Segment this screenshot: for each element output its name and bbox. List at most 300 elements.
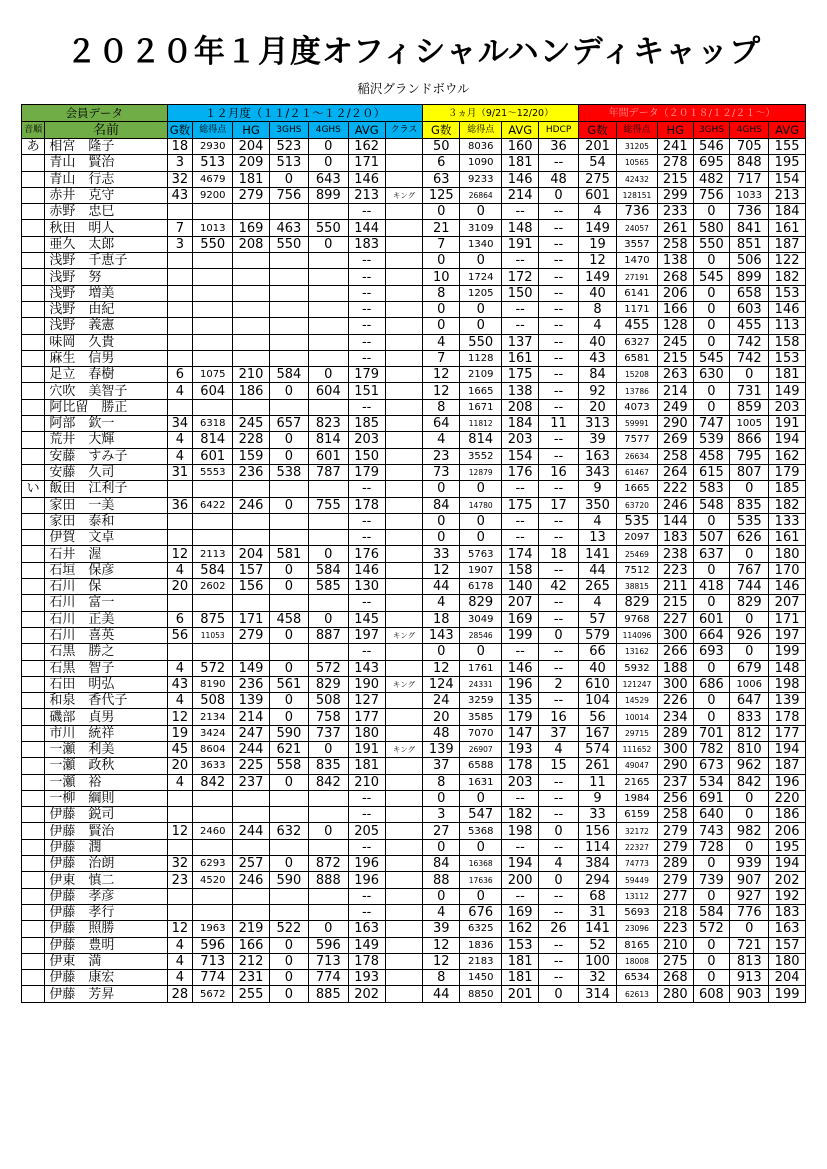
col-3ghs-cell: 0 [269,660,308,676]
col-yr-total-cell: 8165 [616,937,657,953]
col-3m-total-cell: 7070 [460,725,502,741]
col-4ghs-cell: 550 [308,220,348,236]
col-3m-avg-cell: 140 [502,579,539,595]
col-class-cell [385,334,423,350]
col-avg-cell: 149 [348,937,385,953]
col-games-cell: 4 [167,693,193,709]
col-3ghs-cell: 0 [269,774,308,790]
col-yr-hg-cell: 166 [658,301,694,317]
col-3m-games-cell: 0 [423,253,460,269]
col-avg-cell: -- [348,334,385,350]
col-yr-hg-cell: 183 [658,530,694,546]
col-yr-total-cell: 6159 [616,807,657,823]
col-yr-hg-cell: 279 [658,872,694,888]
col-avg-cell: -- [348,513,385,529]
col-avg-cell: 146 [348,562,385,578]
col-yr-hg-cell: 268 [658,970,694,986]
col-3ghs-cell: 550 [269,236,308,252]
col-yr-games-cell: 313 [579,416,617,432]
col-name-cell: 石川 正美 [45,611,167,627]
col-games-cell [167,301,193,317]
col-yr-games-cell: 44 [579,562,617,578]
col-3m-total-cell: 5368 [460,823,502,839]
col-yr-3ghs-cell: 0 [693,285,730,301]
col-index-cell [22,155,45,171]
col-3m-avg-cell: -- [502,790,539,806]
col-3m-avg-cell: -- [502,204,539,220]
table-row [22,839,806,855]
col-games-cell [167,790,193,806]
col-class-cell [385,562,423,578]
col-yr-4ghs-cell: 744 [730,579,769,595]
col-name-cell: 伊東 慎二 [45,872,167,888]
col-name-cell: 石黒 勝之 [45,644,167,660]
col-yr-avg-cell: 185 [769,481,806,497]
col-yr-3ghs-cell: 546 [693,139,730,155]
col-3m-avg-cell: -- [502,301,539,317]
col-avg-cell: 202 [348,986,385,1002]
col-class-cell [385,481,423,497]
col-yr-3ghs-cell: 782 [693,741,730,757]
col-total-cell: 8604 [193,741,233,757]
col-name-cell: 浅野 増美 [45,285,167,301]
annual-header: 年間データ（２０１８/１２/２１～） [579,105,806,122]
col-hdcp-cell: -- [539,481,579,497]
col-yr-4ghs-cell: 647 [730,693,769,709]
col-avg-cell: -- [348,595,385,611]
col-3m-games-cell: 37 [423,758,460,774]
col-yr-total-cell: 121247 [616,676,657,692]
col-yr-avg-cell: 133 [769,513,806,529]
col-index-cell [22,644,45,660]
col-yr-games-cell: 574 [579,741,617,757]
col-yr-games-cell: 13 [579,530,617,546]
col-3ghs-cell: 0 [269,856,308,872]
col-name-cell: 石田 明弘 [45,676,167,692]
col-yr-3ghs-cell: 695 [693,155,730,171]
col-games-cell: 31 [167,464,193,480]
col-class-cell [385,856,423,872]
col-yr-hg-cell: 289 [658,856,694,872]
col-yr-4ghs-cell: 0 [730,790,769,806]
col-yr-games-cell: 68 [579,888,617,904]
col-hdcp-cell: -- [539,937,579,953]
col-yr-avg-cell: 171 [769,611,806,627]
table-row [22,204,806,220]
col-yr-avg-cell: 153 [769,285,806,301]
col-total-cell [193,595,233,611]
col-3m-games-cell: 0 [423,644,460,660]
col-yr-4ghs-cell: 705 [730,139,769,155]
col-class-cell [385,660,423,676]
col-yr-hg-cell: 206 [658,285,694,301]
col-yr-games-cell: 31 [579,904,617,920]
col-hdcp-cell: -- [539,334,579,350]
col-3m-avg-cell: 201 [502,986,539,1002]
col-4ghs-cell [308,888,348,904]
col-3m-games-cell: 8 [423,774,460,790]
col-avg-cell: 151 [348,383,385,399]
col-4ghs-cell: 774 [308,970,348,986]
col-total-cell: 814 [193,432,233,448]
table-row [22,546,806,562]
col-3ghs-cell [269,904,308,920]
col-index-cell [22,546,45,562]
col-yr-hg-cell: 241 [658,139,694,155]
col-4ghs-cell [308,839,348,855]
col-yr-games-cell: 43 [579,350,617,366]
col-index-cell [22,464,45,480]
col-games-cell: 36 [167,497,193,513]
col-yr-hg-cell: 268 [658,269,694,285]
table-row [22,416,806,432]
col-index-cell [22,709,45,725]
col-total-cell: 601 [193,448,233,464]
col-yr-total-cell: 455 [616,318,657,334]
col-3ghs-cell: 463 [269,220,308,236]
col-yr-total-cell: 10565 [616,155,657,171]
col-yr-hg-cell: 227 [658,611,694,627]
col-3ghs-cell: 0 [269,383,308,399]
col-yr-hg-cell: 256 [658,790,694,806]
col-yr-hg-cell: 188 [658,660,694,676]
col-3ghs-cell [269,595,308,611]
col-index-cell [22,350,45,366]
table-row [22,301,806,317]
col-hdcp-cell: 4 [539,856,579,872]
col-3ghs-cell: 538 [269,464,308,480]
col-hg-cell: 204 [233,139,270,155]
col-4ghs-cell [308,285,348,301]
col-yr-games-cell: 261 [579,758,617,774]
col-3m-avg-cell: 199 [502,627,539,643]
col-avg-cell: -- [348,904,385,920]
col-3ghs-header: 3GHS [269,122,308,139]
col-3m-avg-cell: -- [502,481,539,497]
col-yr-4ghs-cell: 913 [730,970,769,986]
col-hg-cell [233,839,270,855]
col-hdcp-cell: -- [539,155,579,171]
col-yr-hg-cell: 299 [658,187,694,203]
col-3m-avg-cell: 193 [502,741,539,757]
col-3m-total-cell: 1340 [460,236,502,252]
col-hdcp-cell: -- [539,301,579,317]
col-hdcp-cell: -- [539,285,579,301]
col-name-cell: 石垣 保彦 [45,562,167,578]
col-index-cell [22,236,45,252]
col-name-cell: 亜久 太郎 [45,236,167,252]
table-row [22,627,806,643]
col-avg-cell: 176 [348,546,385,562]
table-row [22,139,806,155]
col-yr-4ghs-cell: 829 [730,595,769,611]
col-yr-4ghs-cell: 776 [730,904,769,920]
col-3m-games-cell: 84 [423,856,460,872]
col-games-cell: 6 [167,611,193,627]
col-yr-4ghs-cell: 658 [730,285,769,301]
col-hdcp-cell: -- [539,693,579,709]
col-games-cell: 23 [167,872,193,888]
col-name-cell: 磯部 貞男 [45,709,167,725]
col-avg-cell: 178 [348,953,385,969]
col-yr-games-cell: 39 [579,432,617,448]
col-index-cell [22,888,45,904]
col-index-cell [22,285,45,301]
col-3ghs-cell [269,513,308,529]
col-class-cell [385,285,423,301]
col-yr-avg-cell: 153 [769,350,806,366]
col-3ghs-cell [269,790,308,806]
col-yr-games-cell: 579 [579,627,617,643]
col-yr-hg-cell: 279 [658,839,694,855]
col-yr-4ghs-cell: 842 [730,774,769,790]
col-yr-total-cell: 18008 [616,953,657,969]
col-games-cell: 3 [167,236,193,252]
col-class-cell [385,644,423,660]
col-3ghs-cell: 756 [269,187,308,203]
col-4ghs-cell: 596 [308,937,348,953]
col-3m-games-cell: 23 [423,448,460,464]
col-yr-4ghs-cell: 455 [730,318,769,334]
col-yr-3ghs-cell: 0 [693,595,730,611]
col-yr-total-cell: 5932 [616,660,657,676]
col-yr-3ghs-cell: 0 [693,383,730,399]
col-total-cell [193,481,233,497]
col-yr-games-cell: 32 [579,970,617,986]
col-hg-cell: 236 [233,464,270,480]
col-yr-total-cell: 1665 [616,481,657,497]
col-yr-total-cell: 74773 [616,856,657,872]
col-3m-total-cell: 17636 [460,872,502,888]
col-yr-3ghs-cell: 0 [693,334,730,350]
col-index-cell [22,693,45,709]
col-yr-hg-cell: 237 [658,774,694,790]
col-games-cell: 4 [167,937,193,953]
col-class-cell [385,986,423,1002]
table-row [22,579,806,595]
col-yr-total-cell: 61467 [616,464,657,480]
col-hg-cell [233,334,270,350]
col-name-cell: 青山 賢治 [45,155,167,171]
table-row [22,236,806,252]
col-total-cell: 4520 [193,872,233,888]
col-avg-cell: 179 [348,367,385,383]
col-name-cell: 伊藤 豊明 [45,937,167,953]
col-yr-total-cell: 128151 [616,187,657,203]
col-yr-games-cell: 33 [579,807,617,823]
col-4ghs-cell: 887 [308,627,348,643]
col-3m-total-header: 総得点 [460,122,502,139]
col-3m-avg-cell: 147 [502,725,539,741]
col-yr-avg-cell: 163 [769,921,806,937]
table-row [22,693,806,709]
col-yr-total-cell: 24057 [616,220,657,236]
col-name-cell: 伊藤 鋭司 [45,807,167,823]
col-3m-games-cell: 0 [423,301,460,317]
col-games-cell: 3 [167,155,193,171]
col-yr-3ghs-cell: 747 [693,416,730,432]
col-yr-total-cell: 6534 [616,970,657,986]
col-3ghs-cell [269,888,308,904]
col-index-cell [22,725,45,741]
col-yr-hg-cell: 258 [658,236,694,252]
col-yr-4ghs-cell: 907 [730,872,769,888]
col-4ghs-cell: 899 [308,187,348,203]
col-yr-games-cell: 149 [579,220,617,236]
col-name-cell: 石川 喜英 [45,627,167,643]
col-yr-avg-cell: 148 [769,660,806,676]
table-row [22,334,806,350]
table-row [22,253,806,269]
col-total-cell: 6293 [193,856,233,872]
col-avg-cell: 196 [348,856,385,872]
col-hg-cell: 159 [233,448,270,464]
col-4ghs-cell: 0 [308,823,348,839]
table-row [22,758,806,774]
col-yr-total-cell: 59991 [616,416,657,432]
col-hdcp-cell: -- [539,904,579,920]
col-yr-3ghs-cell: 584 [693,904,730,920]
col-hg-cell: 166 [233,937,270,953]
col-yr-games-cell: 294 [579,872,617,888]
col-3ghs-cell: 561 [269,676,308,692]
col-3m-total-cell: 0 [460,513,502,529]
col-yr-games-cell: 141 [579,546,617,562]
col-yr-4ghs-cell: 851 [730,236,769,252]
col-total-cell: 774 [193,970,233,986]
col-yr-games-cell: 9 [579,790,617,806]
col-yr-4ghs-cell: 848 [730,155,769,171]
col-yr-3ghs-cell: 608 [693,986,730,1002]
table-row [22,790,806,806]
col-3m-total-cell: 1450 [460,970,502,986]
col-index-cell [22,318,45,334]
col-yr-hg-cell: 264 [658,464,694,480]
col-yr-avg-cell: 194 [769,741,806,757]
col-yr-avg-cell: 194 [769,432,806,448]
col-index-cell: あ [22,139,45,155]
col-3m-total-cell: 1761 [460,660,502,676]
table-row [22,399,806,415]
col-3m-total-cell: 9233 [460,171,502,187]
col-yr-games-cell: 4 [579,595,617,611]
col-hg-cell: 237 [233,774,270,790]
col-class-cell [385,790,423,806]
col-avg-cell: -- [348,399,385,415]
col-avg-cell: -- [348,807,385,823]
col-hg-cell: 171 [233,611,270,627]
col-yr-total-header: 総得点 [616,122,657,139]
col-yr-total-cell: 6581 [616,350,657,366]
col-yr-hg-cell: 245 [658,334,694,350]
col-yr-hg-cell: 289 [658,725,694,741]
col-4ghs-cell: 604 [308,383,348,399]
col-yr-avg-cell: 206 [769,823,806,839]
table-row [22,904,806,920]
table-row [22,872,806,888]
col-games-cell: 4 [167,660,193,676]
col-hg-cell: 246 [233,872,270,888]
col-total-cell: 713 [193,953,233,969]
col-3ghs-cell: 458 [269,611,308,627]
col-yr-total-cell: 62613 [616,986,657,1002]
col-games-cell [167,807,193,823]
table-row [22,269,806,285]
col-total-cell [193,285,233,301]
col-total-cell: 2134 [193,709,233,725]
col-index-cell [22,627,45,643]
col-3m-games-cell: 0 [423,530,460,546]
col-class-cell [385,758,423,774]
col-yr-total-cell: 736 [616,204,657,220]
col-yr-games-cell: 56 [579,709,617,725]
col-total-cell: 9200 [193,187,233,203]
col-3m-games-cell: 4 [423,904,460,920]
col-3m-total-cell: 3109 [460,220,502,236]
col-3ghs-cell [269,204,308,220]
col-yr-avg-cell: 113 [769,318,806,334]
col-4ghs-cell [308,644,348,660]
col-yr-3ghs-cell: 664 [693,627,730,643]
table-row [22,856,806,872]
col-3m-total-cell: 11812 [460,416,502,432]
col-total-cell [193,334,233,350]
col-class-cell [385,888,423,904]
col-total-cell [193,301,233,317]
col-4ghs-cell: 508 [308,693,348,709]
col-3m-avg-cell: 203 [502,774,539,790]
col-yr-4ghs-cell: 810 [730,741,769,757]
col-3m-avg-cell: 181 [502,953,539,969]
col-3m-avg-cell: 181 [502,970,539,986]
col-index-cell [22,513,45,529]
col-class-cell [385,350,423,366]
col-yr-games-cell: 610 [579,676,617,692]
col-3ghs-cell: 0 [269,970,308,986]
col-avg-cell: 191 [348,741,385,757]
col-name-cell: 一瀬 利美 [45,741,167,757]
col-index-cell [22,334,45,350]
col-avg-cell: 193 [348,970,385,986]
col-games-cell: 28 [167,986,193,1002]
col-yr-3ghs-cell: 550 [693,236,730,252]
col-3m-games-cell: 12 [423,660,460,676]
col-3m-games-cell: 10 [423,269,460,285]
col-games-cell: 43 [167,187,193,203]
col-avg-cell: 203 [348,432,385,448]
col-yr-3ghs-cell: 418 [693,579,730,595]
col-hdcp-header: HDCP [539,122,579,139]
col-3m-avg-cell: 148 [502,220,539,236]
col-4ghs-cell: 787 [308,464,348,480]
col-yr-avg-cell: 187 [769,758,806,774]
col-yr-avg-cell: 220 [769,790,806,806]
col-name-cell: 市川 統祥 [45,725,167,741]
col-games-cell: 4 [167,383,193,399]
col-yr-total-cell: 42432 [616,171,657,187]
col-yr-avg-cell: 198 [769,676,806,692]
col-class-cell [385,204,423,220]
col-total-cell [193,269,233,285]
table-row [22,807,806,823]
col-games-cell [167,839,193,855]
col-index-cell [22,367,45,383]
col-4ghs-cell: 0 [308,741,348,757]
col-hg-cell: 244 [233,823,270,839]
col-total-cell: 842 [193,774,233,790]
col-4ghs-cell [308,301,348,317]
col-yr-total-cell: 13162 [616,644,657,660]
